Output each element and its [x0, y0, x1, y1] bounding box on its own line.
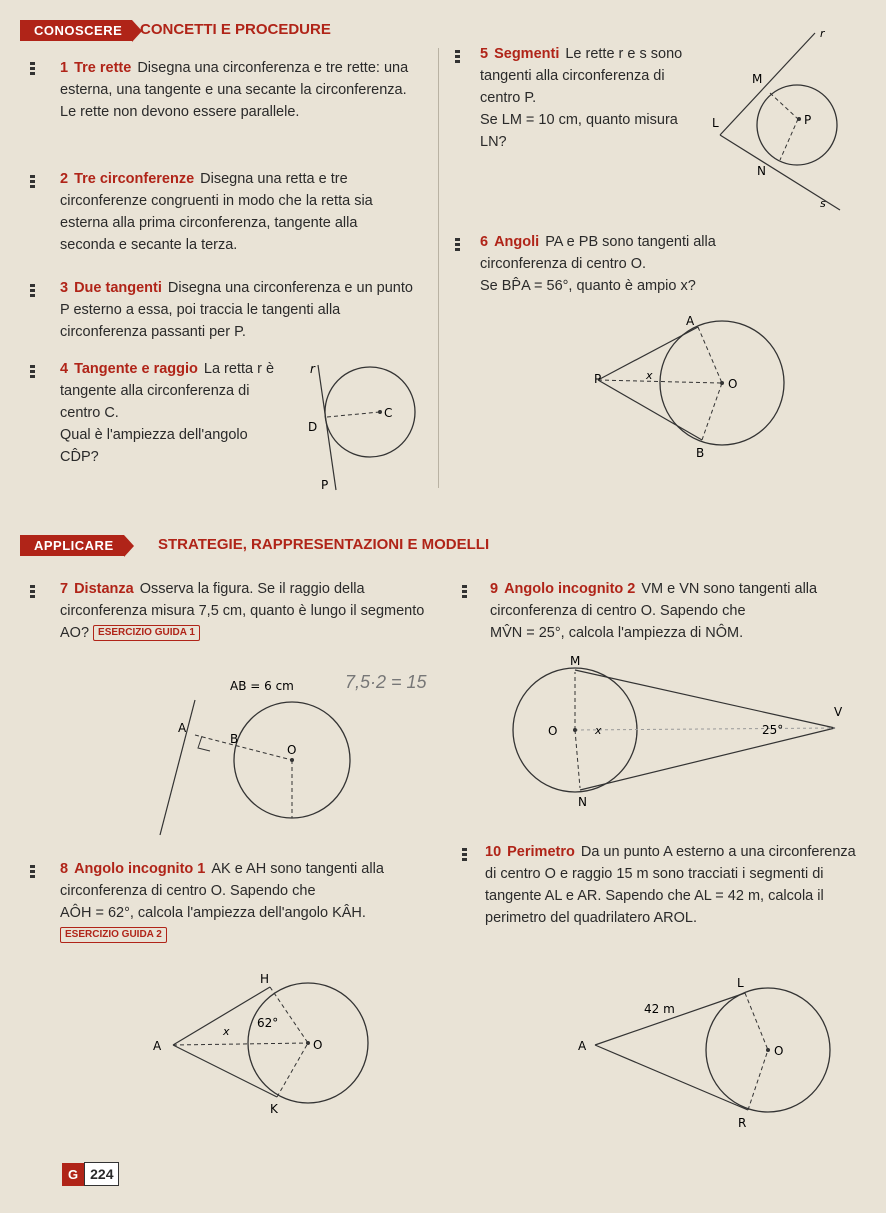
- difficulty-icon: [30, 284, 35, 298]
- exercise-text: AK e AH sono tangenti alla circonferenza di centro O. Sapendo che: [60, 861, 384, 899]
- exercise-text: La retta r è tangente alla circonferenza di centro C.: [60, 361, 275, 421]
- handwritten-note: 7,5·2 = 15: [345, 672, 427, 692]
- label-x: x: [595, 724, 602, 737]
- difficulty-icon: [455, 50, 460, 64]
- exercise-8: [60, 858, 440, 946]
- label-d: D: [308, 420, 318, 434]
- section-badge-applicare: APPLICARE: [20, 535, 124, 556]
- exercise-question: Se BP̂A = 56°, quanto è ampio x?: [480, 278, 696, 294]
- difficulty-icon: [30, 585, 35, 599]
- exercise-title: Segmenti: [494, 46, 560, 62]
- column-divider: [438, 48, 439, 488]
- ex8-figure: [145, 965, 375, 1120]
- exercise-7: [60, 578, 440, 644]
- label-n: N: [757, 164, 766, 178]
- label-p: P: [594, 372, 602, 386]
- label-ab-length: AB = 6 cm: [230, 679, 294, 693]
- exercise-number: 6: [480, 234, 489, 250]
- exercise-text: PA e PB sono tangenti alla circonferenza di centro O.: [480, 234, 716, 272]
- label-o: O: [287, 743, 297, 757]
- label-length: 42 m: [644, 1002, 675, 1016]
- label-s: s: [820, 197, 826, 210]
- difficulty-icon: [30, 175, 35, 189]
- difficulty-icon: [30, 865, 35, 879]
- label-a: A: [153, 1039, 162, 1053]
- label-l: L: [712, 116, 719, 130]
- ex4-figure: [290, 355, 430, 495]
- label-c: C: [384, 406, 393, 420]
- ex9-figure: [500, 650, 870, 810]
- exercise-text: Osserva la figura. Se il raggio della circonferenza misura 7,5 cm, quanto è lungo il segmento AO?: [60, 581, 425, 641]
- exercise-number: 1: [60, 60, 69, 76]
- exercise-text: Da un punto A esterno a una circonferenza di centro O e raggio 15 m sono tracciati i segmenti di tangente AL e AR. Sapendo che AL = 42 m, calcola il perimetro del quadrilatero AROL.: [485, 844, 856, 926]
- exercise-9: [490, 578, 860, 644]
- exercise-question: Se LM = 10 cm, quanto misura LN?: [480, 112, 678, 150]
- label-angle: 25°: [762, 723, 784, 737]
- page-letter: G: [62, 1163, 84, 1186]
- exercise-text: Disegna una circonferenza e tre rette: una esterna, una tangente e una secante la circonferenza. Le rette non devono essere parallele.: [60, 60, 409, 120]
- label-p: P: [321, 478, 329, 492]
- difficulty-icon: [455, 238, 460, 252]
- exercise-number: 5: [480, 46, 489, 62]
- label-b: B: [696, 446, 705, 460]
- exercise-title: Tangente e raggio: [74, 361, 198, 377]
- exercise-number: 3: [60, 280, 69, 296]
- exercise-question: MV̂N = 25°, calcola l'ampiezza di NÔM.: [490, 625, 744, 641]
- label-r: r: [310, 362, 315, 376]
- label-m: M: [752, 72, 763, 86]
- exercise-number: 9: [490, 581, 499, 597]
- ex5-figure: [700, 25, 850, 215]
- exercise-text: VM e VN sono tangenti alla circonferenza di centro O. Sapendo che: [490, 581, 818, 619]
- exercise-number: 4: [60, 361, 69, 377]
- ex6-figure: [580, 315, 800, 475]
- guide-tag: ESERCIZIO GUIDA 2: [60, 927, 167, 943]
- exercise-text: Disegna una retta e tre circonferenze congruenti in modo che la retta sia esterna alla prima circonferenza, tangente alla seconda e secante la terza.: [60, 171, 373, 253]
- label-h: H: [260, 972, 270, 986]
- label-r: r: [820, 27, 825, 40]
- difficulty-icon: [462, 848, 467, 862]
- label-a: A: [578, 1039, 587, 1053]
- section-badge-conoscere: CONOSCERE: [20, 20, 132, 41]
- exercise-number: 10: [485, 844, 502, 860]
- exercise-number: 8: [60, 861, 69, 877]
- exercise-5: [480, 43, 705, 153]
- ex7-figure: [150, 670, 370, 840]
- label-m: M: [570, 654, 581, 668]
- label-o: O: [548, 724, 558, 738]
- section-title-strategie: STRATEGIE, RAPPRESENTAZIONI E MODELLI: [158, 536, 490, 553]
- exercise-title: Angoli: [494, 234, 540, 250]
- label-o: O: [728, 377, 738, 391]
- exercise-text: Disegna una circonferenza e un punto P esterno a essa, poi traccia le tangenti alla circonferenza passanti per P.: [60, 280, 413, 340]
- exercise-text: Le rette r e s sono tangenti alla circonferenza di centro P.: [480, 46, 683, 106]
- label-x: x: [223, 1025, 230, 1038]
- page-number: [62, 1162, 119, 1186]
- label-n: N: [578, 795, 587, 809]
- exercise-6: [480, 231, 780, 297]
- exercise-title: Angolo incognito 1: [74, 861, 206, 877]
- label-p: P: [804, 113, 812, 127]
- section-title-concetti: CONCETTI E PROCEDURE: [140, 21, 331, 38]
- difficulty-icon: [30, 62, 35, 76]
- guide-tag: ESERCIZIO GUIDA 1: [93, 625, 200, 641]
- page-value: 224: [84, 1162, 119, 1186]
- exercise-3: [60, 277, 420, 343]
- difficulty-icon: [462, 585, 467, 599]
- label-o: O: [774, 1044, 784, 1058]
- exercise-title: Distanza: [74, 581, 134, 597]
- exercise-number: 2: [60, 171, 69, 187]
- label-k: K: [270, 1102, 278, 1116]
- label-o: O: [313, 1038, 323, 1052]
- difficulty-icon: [30, 365, 35, 379]
- label-v: V: [834, 705, 843, 719]
- exercise-question: Qual è l'ampiezza dell'angolo CD̂P?: [60, 427, 248, 465]
- exercise-title: Tre rette: [74, 60, 132, 76]
- exercise-2: [60, 168, 410, 256]
- exercise-10: [485, 841, 865, 929]
- label-r: R: [738, 1116, 747, 1130]
- label-a: A: [178, 721, 187, 735]
- exercise-title: Tre circonferenze: [74, 171, 195, 187]
- exercise-title: Angolo incognito 2: [504, 581, 636, 597]
- label-x: x: [646, 369, 653, 382]
- exercise-title: Due tangenti: [74, 280, 162, 296]
- label-angle: 62°: [257, 1016, 279, 1030]
- exercise-4: [60, 358, 285, 468]
- exercise-number: 7: [60, 581, 69, 597]
- ex10-figure: [560, 975, 850, 1135]
- label-a: A: [686, 315, 695, 328]
- exercise-question: AÔH = 62°, calcola l'ampiezza dell'angolo KÂH.: [60, 905, 366, 921]
- label-l: L: [737, 976, 744, 990]
- label-b: B: [230, 732, 239, 746]
- exercise-1: [60, 57, 410, 123]
- exercise-title: Perimetro: [507, 844, 575, 860]
